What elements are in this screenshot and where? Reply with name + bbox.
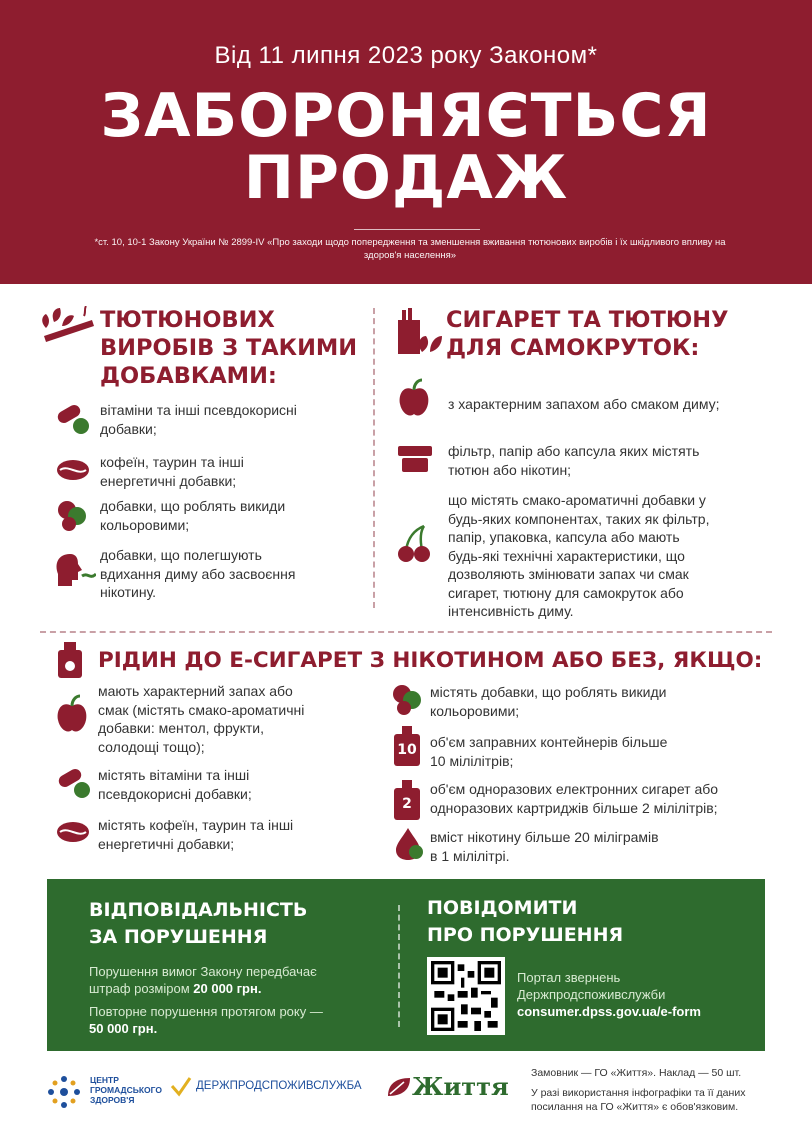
footer-meta: Замовник — ГО «Життя». Наклад — 50 шт. У разі використання інфографіки та її даних посилання на ГО «Життя» є обов'язковим. [531,1067,746,1113]
cherry-icon [396,524,432,564]
liquids-item-colored-smoke: містять добавки, що роблять викиди кольоровими; [430,684,667,719]
cartridge-2-icon: 2 [394,780,420,820]
section-divider-vertical [373,308,375,608]
header-footnote: *ст. 10, 10-1 Закону України № 2899-IV «Про заходи щодо попередження та зменшення вживання тютюнових виробів і їх шкідливого впливу на здоров'я населення» [94,237,726,261]
cigarette-pack-icon [396,306,444,356]
liquids-item-refill-volume: об'єм заправних контейнерів більше 10 мілілітрів; [430,734,668,769]
cigarettes-item-smoke-smell: з характерним запахом або смаком диму; [448,396,720,412]
green-divider [398,905,400,1027]
qr-code[interactable] [427,957,505,1035]
inhale-head-icon [52,550,96,590]
coffee-bean-icon [56,458,90,482]
header-pre-title: Від 11 липня 2023 року Законом* [214,42,598,69]
qr-code-icon [431,961,501,1031]
report-url-link[interactable]: consumer.dpss.gov.ua/e-form [517,1004,701,1019]
cigarettes-item-flavor-additives: що містять смако-ароматичні добавки у будь-яких компонентах, таких як фільтр, папір, упаковка, капсула або мають будь-які технічні характеристики, що дозволяють змінювати запах чи смак сигарет, тютюну для самокруток або інтенсивність диму. [448,492,710,619]
apple-icon [398,378,430,418]
header-title-line2: ПРОДАЖ [243,143,569,213]
liability-text-fine1: Порушення вимог Закону передбачає штраф розміром 20 000 грн. [89,964,317,996]
report-portal-text: Портал звернень Держпродспоживслужби consumer.dpss.gov.ua/e-form [517,970,701,1019]
zhyttia-logo-text: Життя [412,1072,509,1101]
colored-smoke-icon [55,498,91,534]
liability-title: ВІДПОВІДАЛЬНІСТЬ ЗА ПОРУШЕННЯ [89,899,308,948]
pills-icon [55,404,91,436]
liability-text-fine2: Повторне порушення протягом року — 50 000 грн. [89,1004,323,1036]
header-divider [354,229,480,230]
liquids-item-disposable-volume: об'єм одноразових електронних сигарет або одноразових картриджів більше 2 мілілітрів; [430,781,719,816]
liquids-item-caffeine: містять кофеїн, таурин та інші енергетичні добавки; [98,817,294,852]
liability-report-block [47,879,765,1051]
header-title-line1: ЗАБОРОНЯЄТЬСЯ [100,81,712,151]
section-divider-horizontal [40,631,772,633]
public-health-center-logo-text: ЦЕНТР ГРОМАДСЬКОГО ЗДОРОВ'Я [90,1075,162,1105]
header-banner [0,0,812,284]
tobacco-section-title: ТЮТЮНОВИХ ВИРОБІВ З ТАКИМИ ДОБАВКАМИ: [100,307,358,389]
dpss-logo-text: ДЕРЖПРОДСПОЖИВСЛУЖБА [196,1080,362,1092]
pills-icon [56,768,92,800]
report-title: ПОВІДОМИТИ ПРО ПОРУШЕННЯ [427,897,624,946]
nicotine-drop-icon [394,826,426,862]
coffee-bean-icon [56,820,90,844]
liquids-item-nicotine: вміст нікотину більше 20 міліграмів в 1 мілілітрі. [430,829,659,864]
cigarettes-section-title: СИГАРЕТ ТА ТЮТЮНУ ДЛЯ САМОКРУТОК: [446,307,729,361]
tobacco-item-caffeine: кофеїн, таурин та інші енергетичні добавки; [100,454,244,489]
cigarettes-item-filter: фільтр, папір або капсула яких містять тютюн або нікотин; [448,443,700,478]
tobacco-leaf-icon [40,306,98,350]
apple-icon [56,694,88,734]
tobacco-item-colored-smoke: добавки, що роблять викиди кольоровими; [100,498,286,533]
public-health-center-logo-icon [44,1072,84,1112]
checkmark-logo-icon [170,1076,192,1098]
liquids-item-flavor: мають характерний запах або смак (містять смако-ароматичні добавки: ментол, фрукти, солодощі тощо); [98,683,305,755]
filter-roll-icon [396,444,434,474]
colored-smoke-icon [390,682,426,718]
tobacco-item-vitamins: вітаміни та інші псевдокорисні добавки; [100,402,297,437]
e-liquid-bottle-icon [54,640,88,680]
liquids-item-vitamins: містять вітаміни та інші псевдокорисні добавки; [98,767,252,802]
tobacco-item-inhale: добавки, що полегшують вдихання диму або засвоєння нікотину. [100,547,296,600]
refill-container-10-icon: 10 [394,726,420,766]
liquids-section-title: РІДИН ДО Е-СИГАРЕТ З НІКОТИНОМ АБО БЕЗ, ЯКЩО: [98,648,763,673]
zhyttia-leaf-icon [386,1076,412,1098]
